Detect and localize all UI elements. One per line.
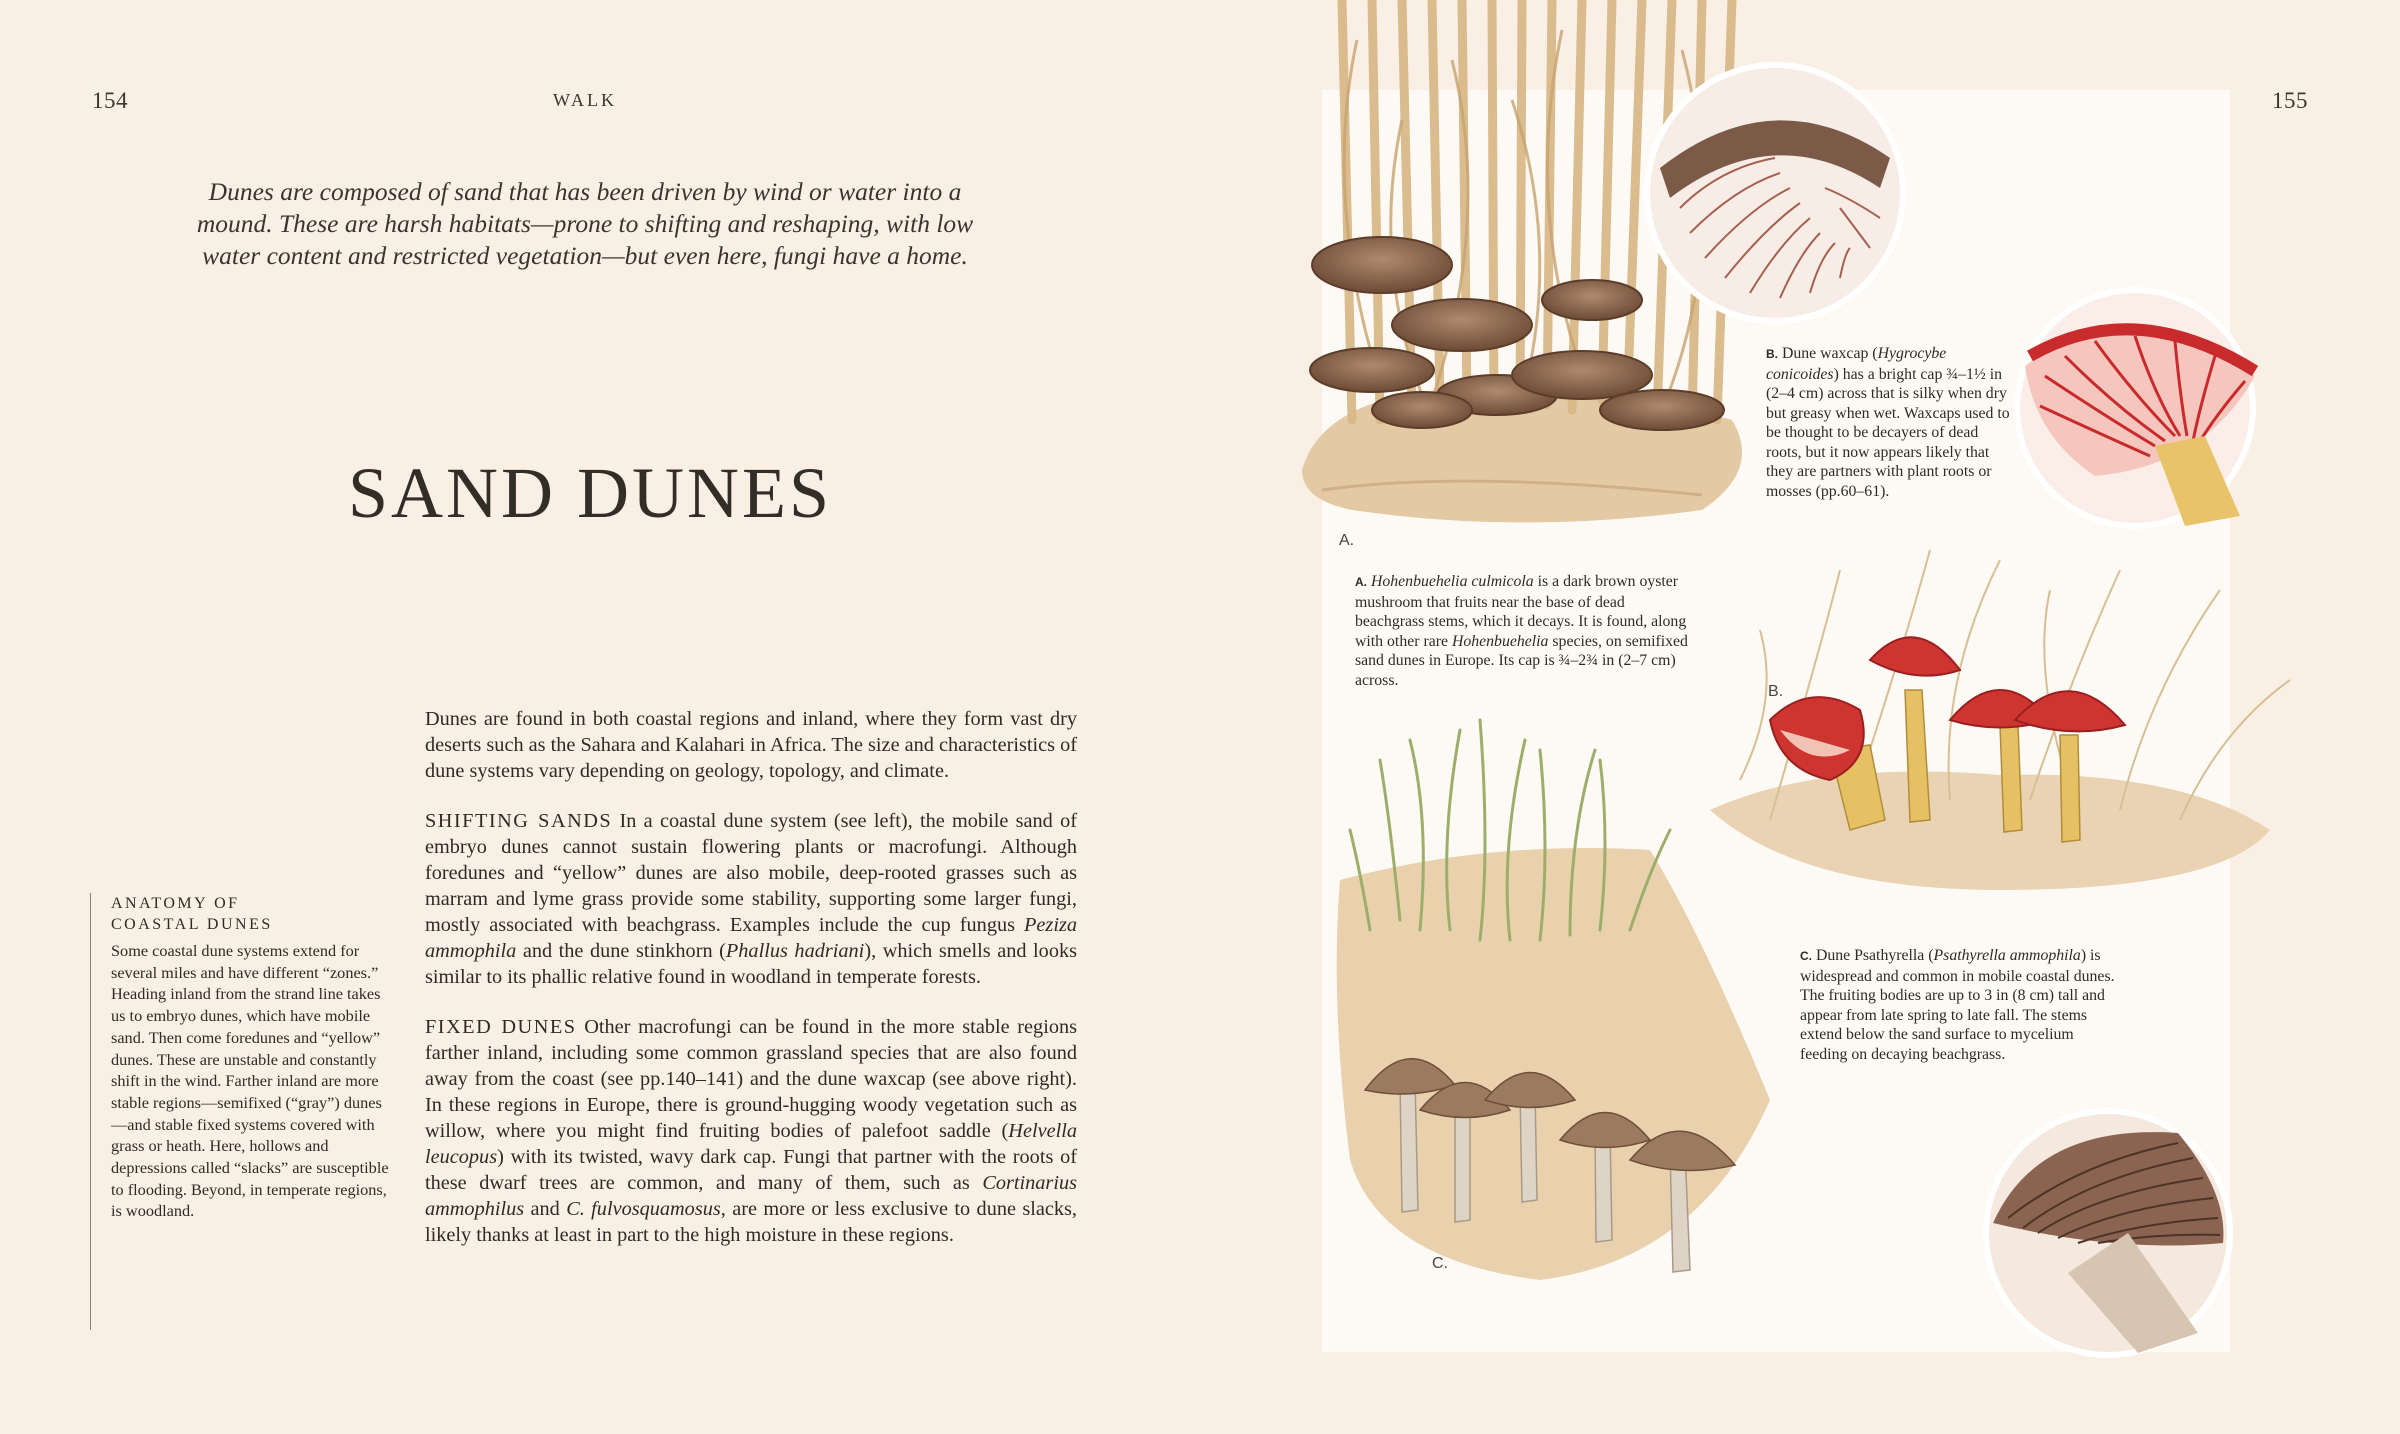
page-title: SAND DUNES xyxy=(347,453,833,533)
species-name: Phallus hadriani xyxy=(725,940,865,962)
caption-text: Dune waxcap ( xyxy=(1778,345,1878,362)
body-text-run: In a coastal dune system (see left), the mobile sand of embryo dunes cannot sustain flowering plants or macrofungi. Although foredunes and “yellow” dunes are also mobile, deep-rooted grasses such as marram and lyme grass provide some stability, supporting some larger fungi, mostly associated with beachgrass. Examples include the cup fungus xyxy=(425,810,1077,936)
page-number-right: 155 xyxy=(2272,88,2308,113)
species-name: Helvella leucopus xyxy=(425,1120,1077,1168)
running-head: WALK xyxy=(553,90,617,110)
page-number-left: 154 xyxy=(92,88,128,113)
body-text-run: and the dune stinkhorn ( xyxy=(516,940,726,962)
caption-tag: C. xyxy=(1800,949,1812,963)
species-name: Peziza ammophila xyxy=(425,914,1077,962)
illustration-gills-inset-c xyxy=(1978,1103,2238,1363)
intro-paragraph: Dunes are composed of sand that has been driven by wind or water into a mound. These are harsh habitats—prone to shifting and reshaping, with low water content and restricted vegetation—but even here, fungi have a home. xyxy=(196,177,974,270)
sidebar-text: Some coastal dune systems extend for several miles and have different “zones.” Heading inland from the strand line takes us to embryo dunes, which have mobile sand. Then come foredunes and “yellow” dunes. These are unstable and constantly shift in the wind. Farther inland are more stable regions—semifixed (“gray”) dunes—and stable fixed systems covered with grass or heath. Here, hollows and depressions called “slacks” are susceptible to flooding. Beyond, in temperate regions, is woodland. xyxy=(111,941,389,1221)
body-paragraph-2 xyxy=(425,808,1077,990)
shifting-sands-heading: SHIFTING SANDS xyxy=(425,810,613,832)
species-name: Hygrocybe conicoides xyxy=(1766,345,1947,383)
body-text-run: ), which smells and looks similar to its phallic relative found in woodland in temperate forests. xyxy=(425,940,1077,988)
caption-tag: B. xyxy=(1766,347,1778,361)
caption-text: is a dark brown oyster mushroom that fruits near the base of dead beachgrass stems, which it decays. It is found, along with other rare xyxy=(1355,573,1687,650)
body-paragraph-1: Dunes are found in both coastal regions and inland, where they form vast dry deserts such as the Sahara and Kalahari in Africa. The size and characteristics of dune systems vary depending on geology, topology, and climate. xyxy=(425,708,1077,782)
caption-text: ) has a bright cap ¾–1½ in (2–4 cm) across that is silky when dry but greasy when wet. Waxcaps used to be thought to be decayers of dead roots, but it now appears likely that they are partners with plant roots or mosses (pp.60–61). xyxy=(1766,365,2010,500)
caption-c xyxy=(1800,946,2118,1064)
species-name: C. fulvosquamosus xyxy=(566,1198,721,1220)
illustration-waxcap-inset xyxy=(2005,296,2275,536)
sidebar-heading xyxy=(111,893,396,935)
body-paragraph-3 xyxy=(425,1014,1077,1248)
species-name: Cortinarius ammophilus xyxy=(425,1172,1077,1220)
body-text xyxy=(425,706,1077,1272)
caption-text: ) is widespread and common in mobile coastal dunes. The fruiting bodies are up to 3 in (8 cm) tall and appear from late spring to late fall. The stems extend below the sand surface to mycelium feeding on decaying beachgrass. xyxy=(1800,947,2115,1063)
species-name: Psathyrella ammophila xyxy=(1933,947,2081,964)
caption-b xyxy=(1766,344,2016,501)
caption-text: Dune Psathyrella ( xyxy=(1812,947,1934,964)
illustration-gills-inset-a xyxy=(1640,58,1910,328)
species-name: Hohenbuehelia culmicola xyxy=(1370,573,1534,590)
sidebar-box xyxy=(90,893,396,1330)
sidebar-heading-line-1: ANATOMY OF xyxy=(111,895,240,912)
figure-label-b: B. xyxy=(1768,683,1784,700)
caption-text: species, on semifixed sand dunes in Europe. Its cap is ¾–2¾ in (2–7 cm) across. xyxy=(1355,632,1688,689)
sidebar-heading-line-2: COASTAL DUNES xyxy=(111,916,273,933)
body-text-run: , are more or less exclusive to dune slacks, likely thanks at least in part to the high moisture in these regions. xyxy=(425,1198,1077,1246)
body-text-run: and xyxy=(524,1198,567,1220)
body-text-run: ) with its twisted, wavy dark cap. Fungi that partner with the roots of these dwarf trees are common, and many of them, such as xyxy=(425,1146,1077,1194)
species-name: Hohenbuehelia xyxy=(1451,632,1549,650)
caption-tag: A. xyxy=(1355,575,1367,589)
fixed-dunes-heading: FIXED DUNES xyxy=(425,1016,577,1038)
body-text-run: Other macrofungi can be found in the more stable regions farther inland, including some common grassland species that are also found away from the coast (see pp.140–141) and the dune waxcap (see above right). In these regions in Europe, there is ground-hugging woody vegetation such as willow, where you might find fruiting bodies of palefoot saddle ( xyxy=(425,1016,1077,1142)
caption-a xyxy=(1355,572,1693,690)
figure-label-c: C. xyxy=(1432,1255,1448,1272)
figure-label-a: A. xyxy=(1339,532,1355,549)
